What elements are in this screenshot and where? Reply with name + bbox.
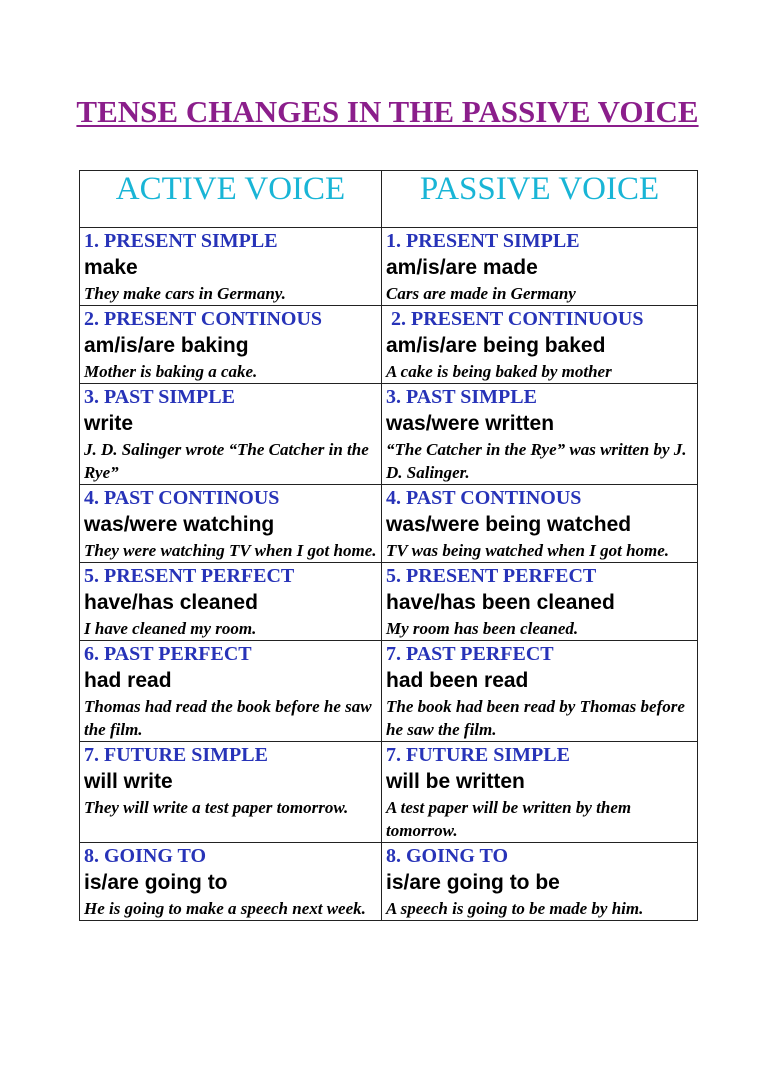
example-sentence: They were watching TV when I got home. xyxy=(84,541,377,560)
passive-cell xyxy=(382,843,698,921)
active-cell xyxy=(80,485,382,563)
tense-name: 5. PRESENT PERFECT xyxy=(84,565,295,587)
tense-name: 7. FUTURE SIMPLE xyxy=(84,744,268,766)
table-row xyxy=(80,843,698,921)
example-sentence: Cars are made in Germany xyxy=(386,284,576,303)
tense-name: 4. PAST CONTINOUS xyxy=(84,487,280,509)
verb-form: am/is/are being baked xyxy=(386,334,606,357)
verb-form: have/has cleaned xyxy=(84,591,258,614)
table-row xyxy=(80,641,698,742)
verb-form: had read xyxy=(84,669,172,692)
example-sentence: “The Catcher in the Rye” was written by J. D. Salinger. xyxy=(386,440,687,482)
table-row xyxy=(80,228,698,306)
verb-form: is/are going to be xyxy=(386,871,560,894)
tense-name: 1. PRESENT SIMPLE xyxy=(84,230,278,252)
verb-form: am/is/are made xyxy=(386,256,538,279)
active-cell xyxy=(80,228,382,306)
example-sentence: He is going to make a speech next week. xyxy=(84,899,366,918)
example-sentence: They make cars in Germany. xyxy=(84,284,286,303)
table-row xyxy=(80,563,698,641)
table-row xyxy=(80,485,698,563)
active-cell xyxy=(80,563,382,641)
active-cell xyxy=(80,384,382,485)
verb-form: write xyxy=(84,412,134,435)
tense-name: 2. PRESENT CONTINOUS xyxy=(84,308,323,330)
verb-form: make xyxy=(84,256,138,279)
example-sentence: Mother is baking a cake. xyxy=(84,362,258,381)
tense-name: 7. PAST PERFECT xyxy=(386,643,554,665)
table-row xyxy=(80,306,698,384)
active-voice-header: ACTIVE VOICE xyxy=(80,171,382,228)
tense-name: 3. PAST SIMPLE xyxy=(84,386,235,408)
active-cell xyxy=(80,306,382,384)
example-sentence: Thomas had read the book before he saw the film. xyxy=(84,697,372,739)
passive-cell xyxy=(382,742,698,843)
tense-name: 6. PAST PERFECT xyxy=(84,643,252,665)
passive-cell xyxy=(382,485,698,563)
tense-name: 8. GOING TO xyxy=(84,845,207,867)
passive-voice-header: PASSIVE VOICE xyxy=(382,171,698,228)
example-sentence: TV was being watched when I got home. xyxy=(386,541,670,560)
example-sentence: A test paper will be written by them tomorrow. xyxy=(386,798,632,840)
active-cell xyxy=(80,843,382,921)
tense-table xyxy=(79,170,698,921)
verb-form: had been read xyxy=(386,669,529,692)
tense-name: 4. PAST CONTINOUS xyxy=(386,487,582,509)
table-row xyxy=(80,384,698,485)
header-row xyxy=(80,171,698,228)
passive-cell xyxy=(382,228,698,306)
example-sentence: I have cleaned my room. xyxy=(84,619,257,638)
example-sentence: The book had been read by Thomas before he saw the film. xyxy=(386,697,685,739)
passive-cell xyxy=(382,384,698,485)
table-row xyxy=(80,742,698,843)
passive-cell xyxy=(382,563,698,641)
tense-name: 3. PAST SIMPLE xyxy=(386,386,537,408)
example-sentence: J. D. Salinger wrote “The Catcher in the Rye” xyxy=(84,440,369,482)
tense-name: 1. PRESENT SIMPLE xyxy=(386,230,580,252)
active-cell xyxy=(80,742,382,843)
verb-form: have/has been cleaned xyxy=(386,591,615,614)
example-sentence: A cake is being baked by mother xyxy=(386,362,612,381)
verb-form: will write xyxy=(84,770,173,793)
active-cell xyxy=(80,641,382,742)
example-sentence: A speech is going to be made by him. xyxy=(386,899,644,918)
verb-form: is/are going to xyxy=(84,871,228,894)
page-title: TENSE CHANGES IN THE PASSIVE VOICE xyxy=(76,94,699,129)
verb-form: was/were being watched xyxy=(386,513,632,536)
verb-form: was/were watching xyxy=(84,513,275,536)
tense-name: 2. PRESENT CONTINUOUS xyxy=(386,308,644,330)
passive-cell xyxy=(382,641,698,742)
tense-name: 8. GOING TO xyxy=(386,845,509,867)
verb-form: am/is/are baking xyxy=(84,334,249,357)
passive-cell xyxy=(382,306,698,384)
example-sentence: They will write a test paper tomorrow. xyxy=(84,798,349,817)
example-sentence: My room has been cleaned. xyxy=(386,619,579,638)
verb-form: will be written xyxy=(386,770,525,793)
tense-name: 5. PRESENT PERFECT xyxy=(386,565,597,587)
verb-form: was/were written xyxy=(386,412,555,435)
tense-name: 7. FUTURE SIMPLE xyxy=(386,744,570,766)
